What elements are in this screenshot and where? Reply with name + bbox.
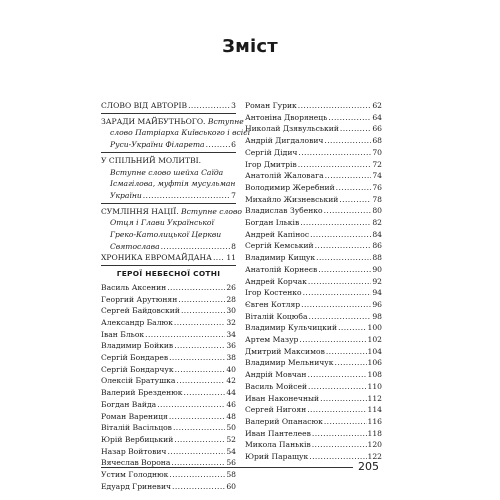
toc-leader [299,334,366,346]
toc-leader [307,404,366,416]
toc-page-number: 116 [367,416,382,426]
toc-page-number: 78 [372,194,382,204]
toc-page-number: 114 [367,405,382,415]
toc-page-number: 106 [367,358,382,368]
toc-leader [339,194,371,206]
toc-page-number: 7 [231,190,236,200]
toc-entry-name: Анатолій Жаловага [245,171,324,181]
toc-leader [318,264,371,276]
toc-page-number: 56 [226,458,236,468]
toc-divider [101,265,236,266]
toc-entry[interactable] [101,305,236,317]
toc-leader [340,123,371,135]
toc-entry[interactable] [245,393,382,405]
toc-entry[interactable] [101,422,236,434]
toc-entry[interactable] [101,375,236,387]
toc-entry[interactable] [101,434,236,446]
toc-entry[interactable] [245,252,382,264]
toc-page-number: 84 [372,229,382,239]
toc-entry-name: Иван Наконечный [245,393,320,403]
toc-entry[interactable] [245,159,382,171]
toc-page-number: 92 [372,276,382,286]
toc-page-number: 44 [226,388,236,398]
toc-entry[interactable] [101,387,236,399]
toc-section-subtitle: Святослава [110,241,160,251]
toc-entry-name: Юрій Вербицький [101,434,174,444]
toc-entry-name: Владислав Зубенко [245,206,323,216]
toc-entry-name: Михайло Жизневський [245,194,339,204]
toc-entry[interactable] [245,287,382,299]
toc-section-title: СЛОВО ВІД АВТОРІВ [101,101,188,110]
page-number: 205 [358,460,379,473]
toc-page-number: 102 [367,335,382,345]
toc-entry[interactable] [245,112,382,124]
toc-entry-name: Едуард Гриневич [101,481,172,491]
toc-entry-name: Николай Дзявульський [245,124,339,134]
toc-entry[interactable] [245,170,382,182]
toc-entry-name: Сергей Нигоян [245,405,307,415]
toc-page-number: 120 [367,440,382,450]
toc-page-number: 8 [231,241,236,251]
toc-leader [324,135,371,147]
toc-leader [161,241,231,253]
toc-section-subtitle: Руси-України Філарета [110,140,205,150]
toc-leader [298,100,372,112]
toc-entry[interactable] [245,428,382,440]
toc-section-subtitle-line [101,190,236,202]
toc-section-subtitle: Отця і Глави Української [110,218,214,228]
toc-leader [167,446,225,458]
toc-page-number: 60 [226,481,236,491]
toc-section-subtitle: Ісмагілова, муфтія мусульман [110,179,236,189]
toc-entry-name: Сергій Кемський [245,241,314,251]
toc-entry[interactable] [245,123,382,135]
toc-entry-name: Андрій Дигдалович [245,136,324,146]
toc-page-number: 62 [372,101,382,110]
toc-section-title: ЗАРАДИ МАЙБУТНЬОГО. [101,116,206,126]
toc-entry-name: Сергій Дідич [245,147,298,157]
toc-page-number: 98 [372,311,382,321]
toc-entry-name: Богдан Ільків [245,218,300,228]
toc-entry[interactable] [101,446,236,458]
toc-entry[interactable] [245,346,382,358]
toc-leader [181,305,225,317]
toc-leader [167,282,225,294]
toc-entry[interactable] [101,411,236,423]
toc-leader [308,381,366,393]
toc-entry-name: Дмитрий Максимов [245,346,325,356]
toc-page-number: 52 [226,434,236,444]
toc-leader [300,217,371,229]
toc-page-number: 86 [372,241,382,251]
toc-leader [298,147,371,159]
toc-leader [145,329,225,341]
toc-divider [101,203,236,204]
toc-page-number: 88 [372,253,382,263]
toc-left-column [101,100,250,493]
toc-section-subtitle-line [101,241,236,253]
toc-entry[interactable] [101,329,236,341]
toc-entry[interactable] [245,299,382,311]
toc-leader [308,276,371,288]
toc-entry-name: Анатолій Корнеєв [245,264,318,274]
toc-entry-name: Богдан Вайда [101,399,157,409]
toc-entry[interactable] [101,481,236,493]
toc-page-number: 94 [372,288,382,298]
toc-leader [301,299,371,311]
toc-entry-name: Сергій Бондарев [101,353,169,363]
page-title: Зміст [222,36,278,57]
toc-entry-name: Артем Мазур [245,335,299,345]
toc-entry-name: Владимир Кульчицкий [245,323,338,333]
toc-section-subtitle: Вступне [207,116,244,126]
toc-page-number: 50 [226,423,236,433]
toc-leader [143,190,230,202]
toc-page-number: 112 [367,393,382,403]
toc-page-number: 72 [372,159,382,169]
toc-leader [328,112,371,124]
toc-section-subtitle: слово Патріарха Київського і всієї [110,128,250,138]
toc-leader [320,393,366,405]
toc-leader [303,287,372,299]
toc-entry-name: Валерий Брезденюк [101,388,183,398]
toc-leader [184,387,226,399]
toc-page-number: 66 [372,124,382,134]
toc-entry[interactable] [245,276,382,288]
toc-leader [174,340,225,352]
toc-leader [338,322,366,334]
toc-leader [174,434,225,446]
toc-entry-list [245,100,382,463]
toc-page-number: 76 [372,182,382,192]
toc-entry-name: Олексій Братушка [101,376,176,386]
toc-page-number: 118 [367,428,382,438]
toc-entry[interactable] [245,217,382,229]
toc-entry-name: Сергей Байдовский [101,306,180,316]
toc-leader [336,182,372,194]
toc-section[interactable] [101,206,242,253]
toc-page-number: 28 [226,294,236,304]
toc-entry-name: Роман Гурик [245,101,297,110]
toc-page-number: 46 [226,399,236,409]
toc-entry-name: Віталій Коцюба [245,311,308,321]
toc-section-title: У СПІЛЬНИЙ МОЛИТВІ. [101,155,202,165]
toc-entry-name: Иван Пантелеев [245,428,311,438]
toc-section-subtitle-line [101,139,236,151]
toc-entry[interactable] [101,352,236,364]
toc-leader [172,481,225,493]
toc-entry-name: Андрій Мовчан [245,370,307,380]
toc-leader [188,100,230,112]
toc-section[interactable] [101,252,236,264]
toc-entry[interactable] [245,357,382,369]
toc-entry[interactable] [101,364,236,376]
toc-leader [157,399,225,411]
toc-leader [315,240,372,252]
toc-page-number: 80 [372,206,382,216]
toc-divider [101,152,236,153]
toc-entry-name: Іван Бльок [101,329,145,339]
toc-leader [312,439,367,451]
toc-page-number: 48 [226,411,236,421]
toc-entry[interactable] [245,381,382,393]
toc-entry-name: Владимир Кищук [245,253,316,263]
toc-entry-name: Роман Варениця [101,411,168,421]
toc-leader [213,252,225,264]
toc-section-title: ХРОНИКА ЕВРОМАЙДАНА [101,253,212,263]
toc-entry[interactable] [245,322,382,334]
toc-page-number: 11 [226,253,236,263]
toc-leader [178,294,225,306]
toc-leader [298,159,372,171]
toc-leader [169,411,225,423]
toc-leader [206,139,231,151]
toc-entry-name: Юрий Паращук [245,452,309,462]
toc-entry-list [101,282,236,493]
toc-entry[interactable] [245,416,382,428]
toc-leader [175,364,226,376]
toc-section[interactable] [101,100,236,112]
toc-section-subtitle: Греко-Католицької Церкви [110,230,222,240]
toc-leader [324,416,367,428]
toc-right-column [245,100,382,463]
toc-section[interactable] [101,116,250,151]
toc-entry[interactable] [245,369,382,381]
footer-rule [101,467,353,468]
toc-leader [312,428,367,440]
toc-page-number: 3 [231,101,236,110]
toc-page-number: 100 [367,323,382,333]
toc-page-number: 64 [372,112,382,122]
toc-leader [326,346,367,358]
toc-entry-name: Володимир Жеребний [245,182,335,192]
toc-page-number: 40 [226,364,236,374]
toc-leader [176,375,225,387]
toc-leader [169,469,225,481]
toc-page-number: 108 [367,370,382,380]
toc-entry[interactable] [245,334,382,346]
toc-entry-name: Сергій Бондарчук [101,364,174,374]
toc-entry-name: Вячеслав Ворона [101,458,171,468]
toc-section-subtitle: Вступне слово шейха Саїда [110,167,224,177]
toc-entry[interactable] [245,182,382,194]
toc-entry-name: Андрей Корчак [245,276,307,286]
toc-page-number: 26 [226,282,236,292]
toc-entry[interactable] [245,311,382,323]
heroes-heading: ГЕРОЇ НЕБЕСНОЇ СОТНІ [116,269,221,279]
toc-entry[interactable] [245,404,382,416]
toc-page-number: 54 [226,446,236,456]
toc-entry[interactable] [101,340,236,352]
toc-entry-name: Ігор Костенко [245,288,302,298]
toc-entry[interactable] [101,282,236,294]
toc-entry[interactable] [101,294,236,306]
toc-section-subtitle: Вступне слово [181,206,242,216]
toc-entry[interactable] [101,469,236,481]
toc-entry-name: Євген Котляр [245,299,301,309]
toc-page-number: 6 [231,140,236,150]
toc-entry[interactable] [101,399,236,411]
toc-leader [324,205,372,217]
toc-entry-name: Василь Мойсей [245,381,308,391]
toc-page-number: 96 [372,299,382,309]
toc-entry[interactable] [245,240,382,252]
toc-page-number: 70 [372,147,382,157]
toc-page-number: 34 [226,329,236,339]
toc-section[interactable] [101,155,236,202]
toc-entry[interactable] [245,100,382,112]
toc-section-title: СУМЛІННЯ НАЦІЇ. [101,206,179,216]
toc-leader [310,229,371,241]
toc-entry-name: Устим Голоднюк [101,470,169,480]
toc-page-number: 82 [372,218,382,228]
toc-section-subtitle: України [110,190,142,200]
toc-entry-name: Віталій Васільцов [101,423,172,433]
toc-leader [174,317,225,329]
toc-divider [101,113,236,114]
toc-entry[interactable] [245,147,382,159]
toc-page-number: 74 [372,171,382,181]
toc-page-number: 38 [226,353,236,363]
toc-entry-name: Антоніна Дворянець [245,112,328,122]
toc-page-number: 58 [226,470,236,480]
toc-page-number: 42 [226,376,236,386]
toc-leader [173,422,225,434]
toc-entry-name: Назар Войтович [101,446,167,456]
toc-leader [316,252,371,264]
toc-page-number: 36 [226,341,236,351]
toc-entry-name: Георгий Арутюнян [101,294,178,304]
toc-page-number: 90 [372,264,382,274]
toc-entry-name: Владимир Мельничук [245,358,334,368]
toc-entry[interactable] [245,194,382,206]
toc-page-number: 104 [367,346,382,356]
toc-entry-name: Валерий Опанасюк [245,416,323,426]
toc-entry-name: Ігор Дмитрів [245,159,297,169]
toc-leader [325,170,372,182]
toc-entry[interactable] [245,135,382,147]
toc-leader [309,311,372,323]
toc-page-number: 110 [367,381,382,391]
toc-leader [169,352,225,364]
toc-leader [335,357,367,369]
toc-entry[interactable] [245,439,382,451]
toc-entry[interactable] [101,317,236,329]
toc-page-number: 32 [226,317,236,327]
toc-entry[interactable] [245,205,382,217]
toc-page-number: 122 [367,452,382,462]
toc-entry-name: Владимир Бойкив [101,341,174,351]
toc-leader [307,369,366,381]
toc-entry-name: Александр Балюк [101,317,173,327]
toc-page-number: 68 [372,136,382,146]
toc-entry[interactable] [245,264,382,276]
toc-entry-name: Василь Аксенин [101,282,167,292]
toc-entry[interactable] [245,229,382,241]
toc-page-number: 30 [226,306,236,316]
toc-entry-name: Микола Паньків [245,440,311,450]
toc-entry-name: Андрей Капінос [245,229,310,239]
